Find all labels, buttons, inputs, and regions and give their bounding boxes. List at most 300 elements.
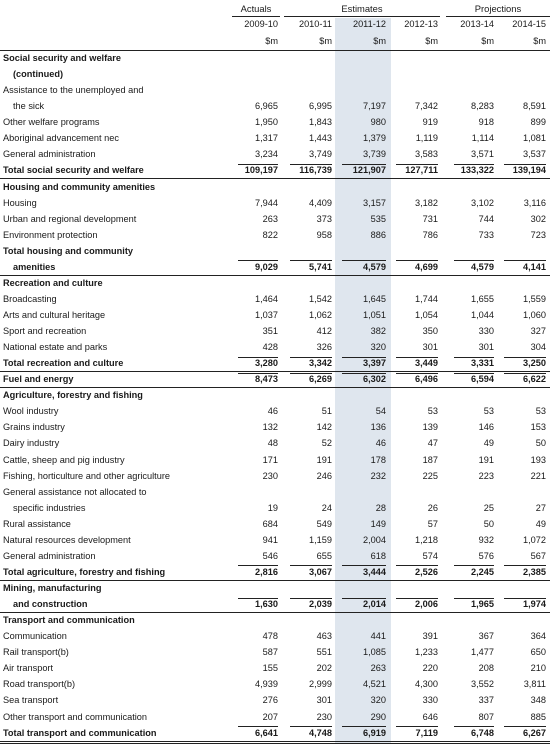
total-underline bbox=[342, 565, 386, 566]
cell-value: 49 bbox=[483, 438, 494, 449]
cell-value: 3,449 bbox=[415, 358, 438, 369]
table-section-heading bbox=[0, 276, 550, 291]
cell-value: 136 bbox=[370, 422, 386, 433]
cell-value: 46 bbox=[375, 438, 386, 449]
cell-value: 350 bbox=[422, 326, 438, 336]
cell-value: 220 bbox=[422, 663, 438, 674]
cell-value: 2,006 bbox=[415, 599, 438, 609]
row-label: Other welfare programs bbox=[3, 117, 100, 128]
row-label: Recreation and culture bbox=[3, 277, 103, 288]
cell-value: 4,579 bbox=[363, 261, 386, 272]
total-underline bbox=[342, 260, 386, 261]
cell-value: 263 bbox=[262, 213, 278, 224]
unit-header: $m bbox=[265, 36, 278, 46]
total-rule bbox=[0, 741, 550, 742]
cell-value: 116,739 bbox=[299, 165, 332, 176]
table-row bbox=[0, 115, 550, 130]
row-label: Social security and welfare bbox=[3, 53, 121, 63]
row-label: Cattle, sheep and pig industry bbox=[3, 454, 125, 465]
cell-value: 587 bbox=[262, 647, 278, 658]
cell-value: 1,950 bbox=[255, 117, 278, 128]
cell-value: 27 bbox=[535, 502, 546, 513]
row-label: Sea transport bbox=[3, 695, 59, 706]
group-header-projections: Projections bbox=[446, 1, 550, 17]
row-label: Sport and recreation bbox=[3, 326, 87, 336]
table-row bbox=[0, 99, 550, 114]
total-underline bbox=[396, 726, 438, 727]
cell-value: 6,641 bbox=[255, 727, 278, 738]
cell-value: 3,583 bbox=[415, 149, 438, 160]
table-row bbox=[0, 404, 550, 419]
table-row bbox=[0, 436, 550, 451]
cell-value: 290 bbox=[370, 711, 386, 722]
cell-value: 1,114 bbox=[471, 133, 494, 144]
row-label: Fishing, horticulture and other agriculture bbox=[3, 470, 170, 481]
row-label: Broadcasting bbox=[3, 293, 57, 304]
cell-value: 153 bbox=[530, 422, 546, 433]
total-underline bbox=[454, 565, 494, 566]
cell-value: 1,559 bbox=[523, 293, 546, 304]
cell-value: 655 bbox=[316, 550, 332, 561]
table-row bbox=[0, 324, 550, 339]
total-underline bbox=[504, 598, 546, 599]
table-row bbox=[0, 501, 550, 516]
total-underline bbox=[290, 373, 332, 374]
cell-value: 3,280 bbox=[255, 358, 278, 369]
table-total-row bbox=[0, 565, 550, 580]
table-total-row bbox=[0, 372, 550, 387]
year-header: 2012-13 bbox=[404, 19, 438, 29]
cell-value: 3,537 bbox=[523, 149, 546, 160]
cell-value: 980 bbox=[370, 117, 386, 128]
group-header-actuals: Actuals bbox=[232, 1, 280, 17]
total-underline bbox=[342, 726, 386, 727]
cell-value: 2,004 bbox=[363, 534, 386, 545]
row-label: Grains industry bbox=[3, 422, 65, 433]
cell-value: 2,816 bbox=[255, 566, 278, 577]
row-label: Rail transport(b) bbox=[3, 647, 69, 658]
cell-value: 7,944 bbox=[255, 197, 278, 208]
table-section-heading bbox=[0, 581, 550, 596]
table-row bbox=[0, 420, 550, 435]
row-label: Transport and communication bbox=[3, 615, 135, 626]
year-header: 2014-15 bbox=[512, 19, 546, 29]
row-label: General assistance not allocated to bbox=[3, 486, 147, 497]
unit-header: $m bbox=[533, 36, 546, 46]
table-row bbox=[0, 677, 550, 692]
cell-value: 886 bbox=[370, 229, 386, 240]
row-label: Total recreation and culture bbox=[3, 358, 124, 369]
cell-value: 3,067 bbox=[309, 566, 332, 577]
cell-value: 941 bbox=[262, 534, 278, 545]
cell-value: 155 bbox=[262, 663, 278, 674]
cell-value: 207 bbox=[262, 711, 278, 722]
cell-value: 3,397 bbox=[363, 358, 386, 369]
cell-value: 6,496 bbox=[415, 374, 438, 385]
table-row bbox=[0, 469, 550, 484]
row-label: National estate and parks bbox=[3, 342, 108, 353]
cell-value: 786 bbox=[422, 229, 438, 240]
cell-value: 918 bbox=[478, 117, 494, 128]
cell-value: 1,744 bbox=[415, 293, 438, 304]
row-label: Other transport and communication bbox=[3, 711, 148, 722]
row-label: Air transport bbox=[3, 663, 54, 674]
table-section-heading bbox=[0, 51, 550, 66]
cell-value: 53 bbox=[535, 406, 546, 417]
cell-value: 127,711 bbox=[405, 165, 438, 176]
row-label: amenities bbox=[13, 261, 56, 272]
cell-value: 1,965 bbox=[471, 599, 494, 609]
total-underline bbox=[342, 164, 386, 165]
cell-value: 348 bbox=[530, 695, 546, 706]
cell-value: 2,014 bbox=[363, 599, 386, 609]
table-total-row bbox=[0, 726, 550, 741]
cell-value: 899 bbox=[530, 117, 546, 128]
cell-value: 1,081 bbox=[523, 133, 546, 144]
cell-value: 327 bbox=[530, 326, 546, 336]
cell-value: 1,044 bbox=[471, 310, 494, 320]
cell-value: 52 bbox=[321, 438, 332, 449]
cell-value: 4,409 bbox=[309, 197, 332, 208]
total-underline bbox=[238, 726, 278, 727]
table-row bbox=[0, 292, 550, 307]
cell-value: 146 bbox=[478, 422, 494, 433]
table-row bbox=[0, 693, 550, 708]
row-label: Aboriginal advancement nec bbox=[3, 133, 119, 144]
cell-value: 535 bbox=[370, 213, 386, 224]
row-label: Total social security and welfare bbox=[3, 165, 144, 176]
table-row bbox=[0, 453, 550, 468]
cell-value: 6,622 bbox=[523, 374, 546, 385]
cell-value: 1,464 bbox=[255, 293, 278, 304]
row-label: Natural resources development bbox=[3, 534, 131, 545]
year-header: 2009-10 bbox=[244, 19, 278, 29]
cell-value: 49 bbox=[535, 518, 546, 529]
cell-value: 149 bbox=[370, 518, 386, 529]
total-underline bbox=[454, 726, 494, 727]
cell-value: 478 bbox=[262, 631, 278, 642]
total-underline bbox=[454, 373, 494, 374]
total-underline bbox=[504, 260, 546, 261]
cell-value: 391 bbox=[422, 631, 438, 642]
table-row bbox=[0, 340, 550, 355]
cell-value: 574 bbox=[422, 550, 438, 561]
cell-value: 7,119 bbox=[415, 727, 438, 738]
total-underline bbox=[290, 260, 332, 261]
cell-value: 2,039 bbox=[309, 599, 332, 609]
cell-value: 330 bbox=[422, 695, 438, 706]
cell-value: 4,521 bbox=[363, 679, 386, 690]
cell-value: 885 bbox=[530, 711, 546, 722]
cell-value: 932 bbox=[478, 534, 494, 545]
cell-value: 919 bbox=[422, 117, 438, 128]
table-section-heading bbox=[0, 613, 550, 628]
row-label: General administration bbox=[3, 550, 96, 561]
cell-value: 139,194 bbox=[512, 165, 546, 176]
cell-value: 3,102 bbox=[471, 197, 494, 208]
row-label: Housing bbox=[3, 197, 37, 208]
cell-value: 171 bbox=[262, 454, 278, 465]
cell-value: 1,051 bbox=[363, 310, 386, 320]
total-underline bbox=[290, 598, 332, 599]
table-row bbox=[0, 308, 550, 323]
table-total-row bbox=[0, 163, 550, 178]
cell-value: 3,234 bbox=[255, 149, 278, 160]
cell-value: 428 bbox=[262, 342, 278, 353]
total-underline bbox=[396, 565, 438, 566]
row-label: Wool industry bbox=[3, 406, 59, 417]
cell-value: 3,739 bbox=[363, 149, 386, 160]
cell-value: 6,267 bbox=[523, 727, 546, 738]
cell-value: 301 bbox=[422, 342, 438, 353]
cell-value: 1,317 bbox=[255, 133, 278, 144]
table-row bbox=[0, 629, 550, 644]
cell-value: 263 bbox=[370, 663, 386, 674]
row-label: and construction bbox=[13, 599, 88, 609]
cell-value: 650 bbox=[530, 647, 546, 658]
cell-value: 2,385 bbox=[523, 566, 546, 577]
cell-value: 28 bbox=[375, 502, 386, 513]
year-header: 2011-12 bbox=[352, 19, 386, 29]
cell-value: 4,939 bbox=[255, 679, 278, 690]
cell-value: 3,157 bbox=[363, 197, 386, 208]
total-underline bbox=[290, 357, 332, 358]
cell-value: 5,741 bbox=[309, 261, 332, 272]
cell-value: 139 bbox=[422, 422, 438, 433]
cell-value: 191 bbox=[478, 454, 494, 465]
cell-value: 1,477 bbox=[471, 647, 494, 658]
row-label: Urban and regional development bbox=[3, 213, 137, 224]
cell-value: 551 bbox=[316, 647, 332, 658]
cell-value: 463 bbox=[316, 631, 332, 642]
cell-value: 210 bbox=[530, 663, 546, 674]
cell-value: 3,444 bbox=[363, 566, 386, 577]
cell-value: 6,919 bbox=[363, 727, 386, 738]
cell-value: 3,182 bbox=[415, 197, 438, 208]
row-label: Assistance to the unemployed and bbox=[3, 85, 144, 96]
cell-value: 230 bbox=[316, 711, 332, 722]
cell-value: 3,250 bbox=[523, 358, 546, 369]
cell-value: 1,119 bbox=[415, 133, 438, 144]
total-underline bbox=[454, 598, 494, 599]
cell-value: 1,054 bbox=[415, 310, 438, 320]
cell-value: 723 bbox=[530, 229, 546, 240]
total-underline bbox=[454, 357, 494, 358]
cell-value: 121,907 bbox=[352, 165, 386, 176]
cell-value: 6,269 bbox=[309, 374, 332, 385]
total-underline bbox=[342, 373, 386, 374]
total-underline bbox=[290, 565, 332, 566]
cell-value: 47 bbox=[427, 438, 438, 449]
cell-value: 364 bbox=[530, 631, 546, 642]
total-underline bbox=[396, 373, 438, 374]
cell-value: 8,591 bbox=[523, 101, 546, 112]
total-underline bbox=[238, 164, 278, 165]
cell-value: 19 bbox=[267, 502, 278, 513]
cell-value: 301 bbox=[316, 695, 332, 706]
table-row bbox=[0, 710, 550, 725]
cell-value: 230 bbox=[262, 470, 278, 481]
cell-value: 1,379 bbox=[363, 133, 386, 144]
cell-value: 276 bbox=[262, 695, 278, 706]
cell-value: 3,331 bbox=[471, 358, 494, 369]
row-label: Agriculture, forestry and fishing bbox=[3, 390, 143, 401]
cell-value: 48 bbox=[267, 438, 278, 449]
table-row bbox=[0, 83, 550, 98]
cell-value: 326 bbox=[316, 342, 332, 353]
table-section-heading bbox=[0, 67, 550, 82]
cell-value: 1,655 bbox=[471, 293, 494, 304]
total-underline bbox=[454, 164, 494, 165]
cell-value: 7,197 bbox=[363, 101, 386, 112]
cell-value: 3,571 bbox=[471, 149, 494, 160]
cell-value: 822 bbox=[262, 229, 278, 240]
cell-value: 302 bbox=[530, 213, 546, 224]
cell-value: 733 bbox=[478, 229, 494, 240]
total-underline bbox=[238, 598, 278, 599]
cell-value: 202 bbox=[316, 663, 332, 674]
cell-value: 3,749 bbox=[309, 149, 332, 160]
cell-value: 304 bbox=[530, 342, 546, 353]
total-underline bbox=[238, 260, 278, 261]
cell-value: 4,300 bbox=[415, 679, 438, 690]
cell-value: 50 bbox=[483, 518, 494, 529]
row-label: Housing and community amenities bbox=[3, 181, 156, 192]
row-label: Total transport and communication bbox=[3, 727, 157, 738]
row-label: Mining, manufacturing bbox=[3, 583, 102, 593]
cell-value: 24 bbox=[321, 502, 332, 513]
cell-value: 320 bbox=[370, 342, 386, 353]
cell-value: 8,473 bbox=[255, 374, 278, 385]
cell-value: 208 bbox=[478, 663, 494, 674]
cell-value: 225 bbox=[422, 470, 438, 481]
cell-value: 373 bbox=[316, 213, 332, 224]
total-underline bbox=[396, 260, 438, 261]
total-underline bbox=[342, 357, 386, 358]
cell-value: 50 bbox=[535, 438, 546, 449]
cell-value: 567 bbox=[530, 550, 546, 561]
row-label: Total agriculture, forestry and fishing bbox=[3, 566, 166, 577]
cell-value: 46 bbox=[267, 406, 278, 417]
row-label: Dairy industry bbox=[3, 438, 60, 449]
total-underline bbox=[396, 164, 438, 165]
unit-header: $m bbox=[481, 36, 494, 46]
cell-value: 367 bbox=[478, 631, 494, 642]
cell-value: 1,037 bbox=[255, 310, 278, 320]
cell-value: 1,218 bbox=[415, 534, 438, 545]
cell-value: 412 bbox=[316, 326, 332, 336]
table-section-heading bbox=[0, 244, 550, 259]
cell-value: 731 bbox=[422, 213, 438, 224]
table-row bbox=[0, 661, 550, 676]
cell-value: 6,965 bbox=[255, 101, 278, 112]
cell-value: 223 bbox=[478, 470, 494, 481]
table-row bbox=[0, 485, 550, 500]
table-total-row bbox=[0, 356, 550, 371]
cell-value: 744 bbox=[478, 213, 494, 224]
unit-header: $m bbox=[373, 36, 386, 46]
cell-value: 301 bbox=[478, 342, 494, 353]
cell-value: 1,085 bbox=[363, 647, 386, 658]
cell-value: 232 bbox=[370, 470, 386, 481]
table-row bbox=[0, 549, 550, 564]
cell-value: 1,974 bbox=[523, 599, 546, 609]
cell-value: 8,283 bbox=[471, 101, 494, 112]
cell-value: 3,811 bbox=[523, 679, 546, 690]
cell-value: 646 bbox=[422, 711, 438, 722]
unit-header: $m bbox=[425, 36, 438, 46]
total-underline bbox=[396, 357, 438, 358]
cell-value: 337 bbox=[478, 695, 494, 706]
total-underline bbox=[504, 373, 546, 374]
total-underline bbox=[290, 726, 332, 727]
table-row bbox=[0, 228, 550, 243]
cell-value: 1,630 bbox=[255, 599, 278, 609]
total-underline bbox=[238, 565, 278, 566]
cell-value: 6,995 bbox=[309, 101, 332, 112]
row-label: Communication bbox=[3, 631, 67, 642]
cell-value: 2,245 bbox=[471, 566, 494, 577]
cell-value: 6,302 bbox=[363, 374, 386, 385]
table-row bbox=[0, 196, 550, 211]
table-row bbox=[0, 517, 550, 532]
cell-value: 4,579 bbox=[471, 261, 494, 272]
cell-value: 1,645 bbox=[363, 293, 386, 304]
table-section-heading bbox=[0, 180, 550, 195]
year-header: 2010-11 bbox=[298, 19, 332, 29]
cell-value: 549 bbox=[316, 518, 332, 529]
row-label: Total housing and community bbox=[3, 245, 133, 256]
cell-value: 2,526 bbox=[415, 566, 438, 577]
total-underline bbox=[454, 260, 494, 261]
cell-value: 684 bbox=[262, 518, 278, 529]
cell-value: 6,748 bbox=[471, 727, 494, 738]
total-underline bbox=[290, 164, 332, 165]
cell-value: 26 bbox=[427, 502, 438, 513]
cell-value: 1,443 bbox=[309, 133, 332, 144]
table-row bbox=[0, 212, 550, 227]
cell-value: 191 bbox=[316, 454, 332, 465]
cell-value: 351 bbox=[262, 326, 278, 336]
cell-value: 1,159 bbox=[309, 534, 332, 545]
total-underline bbox=[504, 164, 546, 165]
cell-value: 51 bbox=[321, 406, 332, 417]
cell-value: 2,999 bbox=[309, 679, 332, 690]
cell-value: 441 bbox=[370, 631, 386, 642]
cell-value: 221 bbox=[530, 470, 546, 481]
cell-value: 3,342 bbox=[309, 358, 332, 369]
table-row bbox=[0, 645, 550, 660]
cell-value: 4,748 bbox=[309, 727, 332, 738]
table-row bbox=[0, 147, 550, 162]
cell-value: 4,699 bbox=[415, 261, 438, 272]
cell-value: 132 bbox=[262, 422, 278, 433]
cell-value: 3,552 bbox=[471, 679, 494, 690]
row-label: (continued) bbox=[13, 69, 64, 80]
total-underline bbox=[342, 598, 386, 599]
cell-value: 25 bbox=[483, 502, 494, 513]
cell-value: 109,197 bbox=[244, 165, 278, 176]
year-header: 2013-14 bbox=[460, 19, 494, 29]
row-label: Fuel and energy bbox=[3, 374, 74, 385]
cell-value: 1,060 bbox=[523, 310, 546, 320]
row-label: specific industries bbox=[13, 502, 86, 513]
cell-value: 1,062 bbox=[309, 310, 332, 320]
total-underline bbox=[396, 598, 438, 599]
cell-value: 57 bbox=[427, 518, 438, 529]
cell-value: 4,141 bbox=[523, 261, 546, 272]
total-underline bbox=[238, 357, 278, 358]
